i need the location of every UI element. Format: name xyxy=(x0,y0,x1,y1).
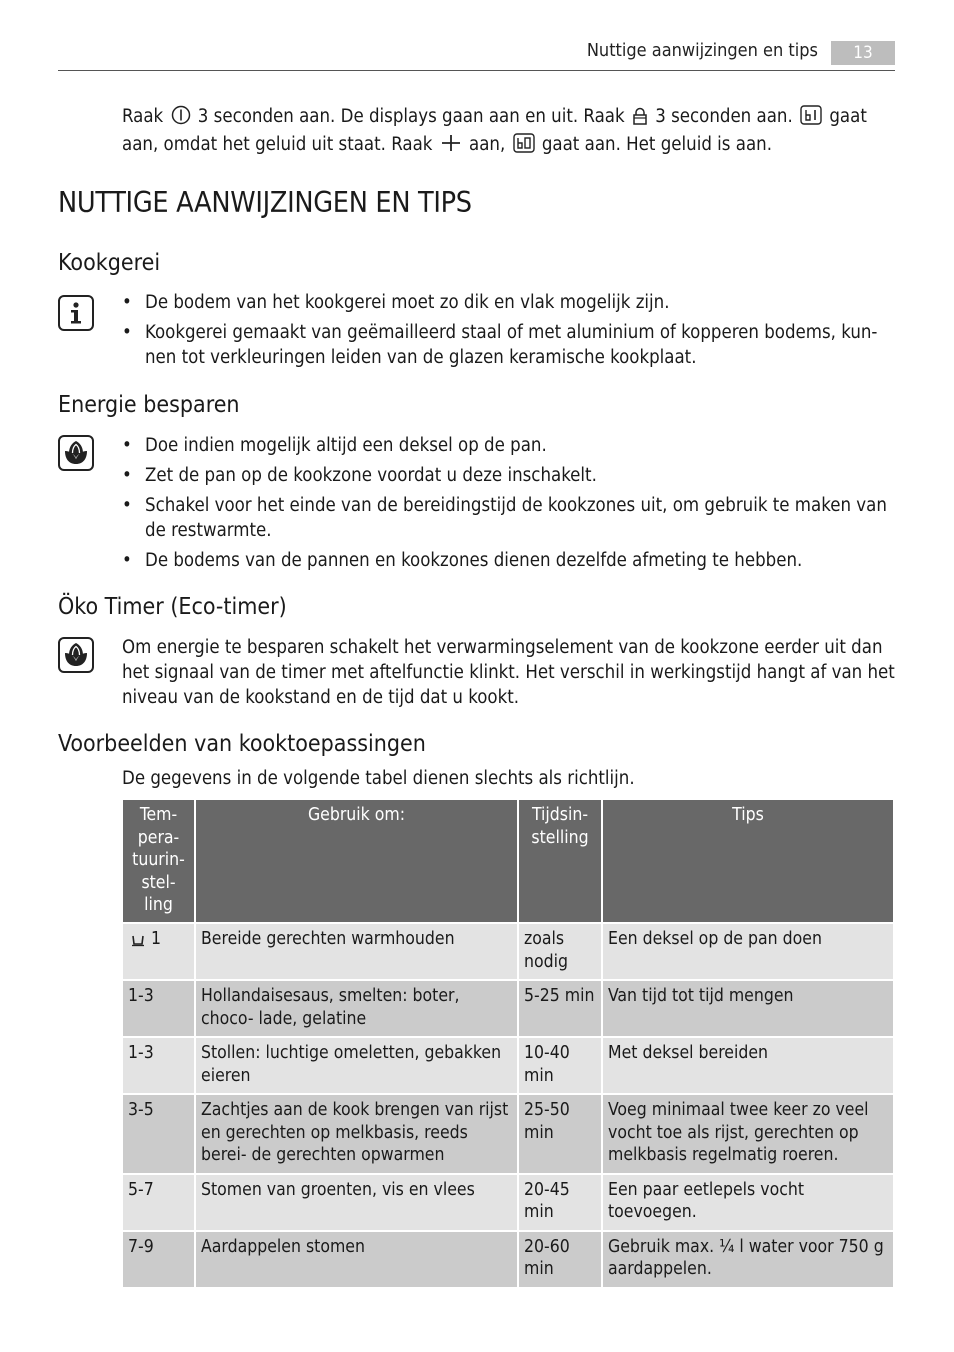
display-b0-icon xyxy=(513,133,535,160)
table-cell: Van tijd tot tijd mengen xyxy=(603,981,893,1036)
intro-text: 3 seconden aan. xyxy=(655,106,793,127)
heading-voorbeelden: Voorbeelden van kooktoepassingen xyxy=(58,731,426,757)
table-cell: Hollandaisesaus, smelten: boter, choco- lade, gelatine xyxy=(196,981,517,1036)
col-header-time: Tijdsin- stelling xyxy=(519,800,601,922)
table-row xyxy=(123,1038,893,1093)
table-cell: Een deksel op de pan doen xyxy=(603,924,893,979)
list-item: • Zet de pan op de kookzone voordat u deze inschakelt. xyxy=(122,463,892,488)
table-cell: Stomen van groenten, vis en vlees xyxy=(196,1175,517,1230)
col-header-usage: Gebruik om: xyxy=(196,800,517,922)
header-divider xyxy=(58,70,895,71)
table-cell: Met deksel bereiden xyxy=(603,1038,893,1093)
intro-paragraph xyxy=(122,104,902,160)
table-row xyxy=(123,1232,893,1287)
list-item: • De bodem van het kookgerei moet zo dik en vlak mogelijk zijn. xyxy=(122,290,892,315)
power-icon xyxy=(171,105,191,132)
table-cell: 7-9 xyxy=(123,1232,194,1287)
table-header-row xyxy=(123,800,893,922)
list-item: • Kookgerei gemaakt van geëmailleerd staal of met aluminium of kopperen bodems, kun- nen tot verkleuringen leiden van de glazen keramische kookplaat. xyxy=(122,320,892,370)
intro-text: Raak xyxy=(122,106,164,127)
table-row xyxy=(123,981,893,1036)
table-cell: Stollen: luchtige omeletten, gebakken eieren xyxy=(196,1038,517,1093)
page-title: NUTTIGE AANWIJZINGEN EN TIPS xyxy=(58,186,472,219)
list-item: • Schakel voor het einde van de bereidingstijd de kookzones uit, om gebruik te maken van de restwarmte. xyxy=(122,493,892,543)
table-cell: Bereide gerechten warmhouden xyxy=(196,924,517,979)
table-cell: 5-25 min xyxy=(519,981,601,1036)
table-cell: Een paar eetlepels vocht toevoegen. xyxy=(603,1175,893,1230)
table-cell: Voeg minimaal twee keer zo veel vocht toe als rijst, gerechten op melkbasis regelmatig roeren. xyxy=(603,1095,893,1173)
table-cell: 20-60 min xyxy=(519,1232,601,1287)
heading-energie-besparen: Energie besparen xyxy=(58,392,240,418)
table-row xyxy=(123,1175,893,1230)
list-item: • De bodems van de pannen en kookzones dienen dezelfde afmeting te hebben. xyxy=(122,548,892,573)
table-cell: 1-3 xyxy=(123,1038,194,1093)
table-intro: De gegevens in de volgende tabel dienen slechts als richtlijn. xyxy=(122,768,635,789)
col-header-temperature: Tem- pera- tuurin- stel- ling xyxy=(123,800,194,922)
keep-warm-icon xyxy=(131,931,145,954)
intro-text: gaat aan. Het geluid is aan. xyxy=(541,134,772,155)
table-cell: Aardappelen stomen xyxy=(196,1232,517,1287)
kookgerei-list xyxy=(122,290,892,375)
heading-kookgerei: Kookgerei xyxy=(58,250,161,276)
table-cell: 25-50 min xyxy=(519,1095,601,1173)
plus-icon xyxy=(440,133,462,160)
heading-eco-timer: Öko Timer (Eco-timer) xyxy=(58,594,287,620)
table-row xyxy=(123,924,893,979)
intro-text: aan, xyxy=(469,134,506,155)
list-item: • Doe indien mogelijk altijd een deksel op de pan. xyxy=(122,433,892,458)
table-cell: 1 xyxy=(123,924,194,979)
cooking-table xyxy=(121,798,895,1289)
intro-text: gaat aan, omdat het geluid uit staat. Raak xyxy=(122,106,867,155)
col-header-tips: Tips xyxy=(603,800,893,922)
eco-timer-text: Om energie te besparen schakelt het verwarmingselement van de kookzone eerder uit dan het signaal van de timer met aftelfunctie klinkt. Het verschil in werkingstijd hangt af van het niveau van de kookstand en de tijd dat u kookt. xyxy=(122,637,895,708)
lock-icon xyxy=(632,107,648,132)
eco-leaf-icon xyxy=(58,435,94,471)
table-cell: 10-40 min xyxy=(519,1038,601,1093)
page-number: 13 xyxy=(831,41,895,65)
info-icon xyxy=(58,295,94,331)
eco-leaf-icon xyxy=(58,637,94,673)
table-cell: Zachtjes aan de kook brengen van rijst en gerechten op melkbasis, reeds berei- de gerechten opwarmen xyxy=(196,1095,517,1173)
energie-list xyxy=(122,433,892,578)
intro-text: 3 seconden aan. De displays gaan aan en uit. Raak xyxy=(197,106,625,127)
table-cell: zoals nodig xyxy=(519,924,601,979)
table-row xyxy=(123,1095,893,1173)
table-cell: 3-5 xyxy=(123,1095,194,1173)
table-cell: 1-3 xyxy=(123,981,194,1036)
table-cell: Gebruik max. ¼ l water voor 750 g aardappelen. xyxy=(603,1232,893,1287)
table-cell: 5-7 xyxy=(123,1175,194,1230)
table-cell: 20-45 min xyxy=(519,1175,601,1230)
running-header: Nuttige aanwijzingen en tips xyxy=(586,40,818,61)
display-b1-icon xyxy=(800,105,822,132)
